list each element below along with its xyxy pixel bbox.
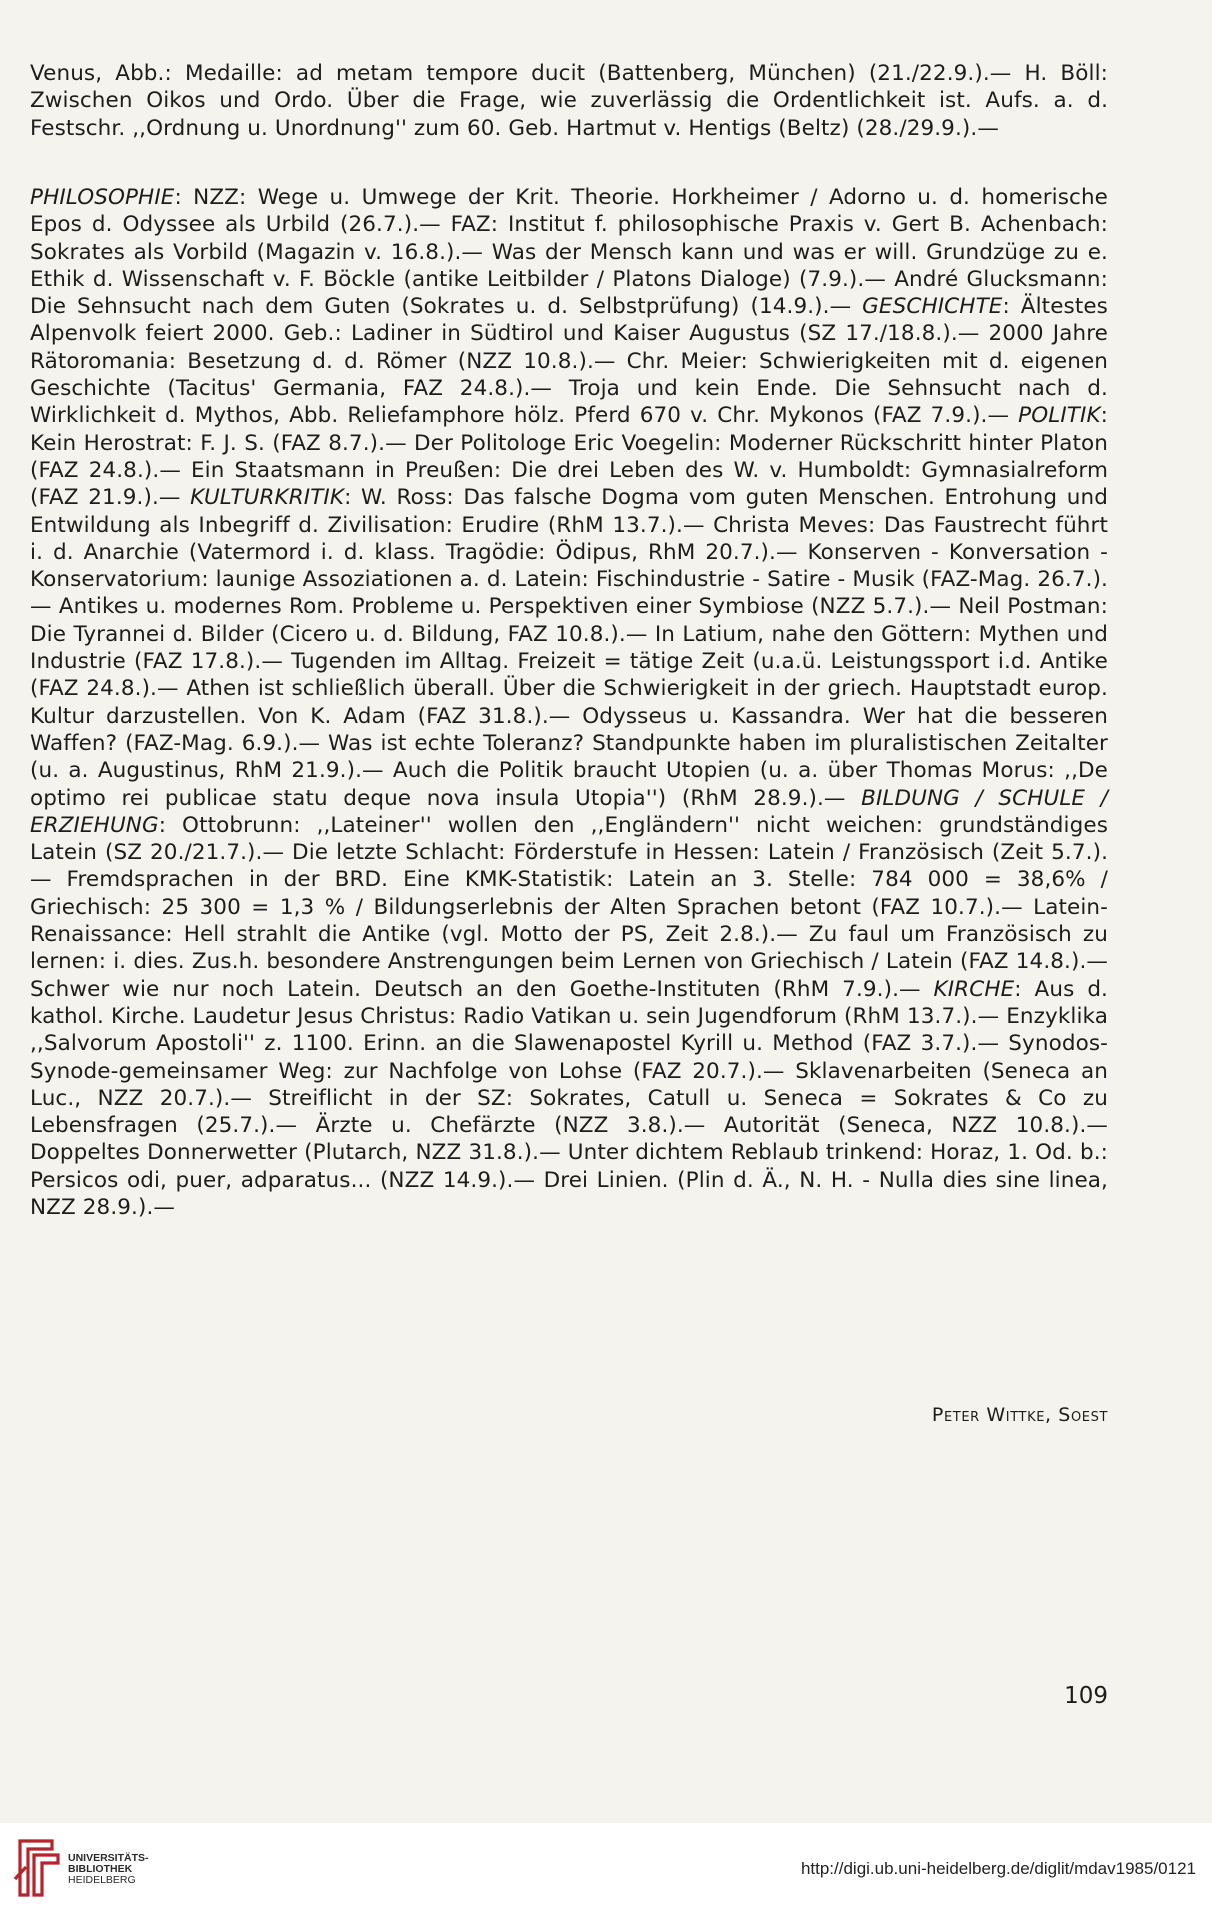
section-text-geschichte: : Ältestes Alpenvolk feiert 2000. Geb.: Ladiner in Südtirol und Kaiser Augustus (SZ 17./18.8.).— 2000 Jahre Rätoromania: Besetzung d. d. Römer (NZZ 10.8.).— Chr. Meier: Schwierigkeiten mit d. eigenen Geschichte (Tacitus' Germania, FAZ 24.8.).— Troja und kein Ende. Die Sehnsucht nach d. Wirklichkeit d. Mythos, Abb. Reliefamphore hölz. Pferd 670 v. Chr. Mykonos (FAZ 7.9.).— xyxy=(30,294,1108,429)
section-heading-bildung: BILDUNG / SCHULE / ERZIEHUNG xyxy=(30,785,1108,838)
paragraph-main xyxy=(30,184,1108,1221)
digitization-footer xyxy=(0,1823,1212,1913)
section-text-bildung: : Ottobrunn: ,,Lateiner'' wollen den ,,Engländern'' nicht weichen: grundständiges Latein (SZ 20./21.7.).— Die letzte Schlacht: Förderstufe in Hessen: Latein / Französisch (Zeit 5.7.).— Fremdsprachen in der BRD. Eine KMK-Statistik: Latein an 3. Stelle: 784 000 = 38,6% / Griechisch: 25 300 = 1,3 % / Bildungserlebnis der Alten Sprachen betont (FAZ 10.7.).— Latein-Renaissance: Hell strahlt die Antike (vgl. Motto der PS, Zeit 2.8.).— Zu faul um Französisch zu lernen: i. dies. Zus.h. besondere Anstrengungen beim Lernen von Griechisch / Latein (FAZ 14.8.).— Schwer wie nur noch Latein. Deutsch an den Goethe-Instituten (RhM 7.9.).— xyxy=(30,812,1108,1002)
section-text-philosophie: : NZZ: Wege u. Umwege der Krit. Theorie. Horkheimer / Adorno u. d. homerische Epos d. Odyssee als Urbild (26.7.).— FAZ: Institut f. philosophische Praxis v. Gert B. Achenbach: Sokrates als Vorbild (Magazin v. 16.8.).— Was der Mensch kann und was er will. Grundzüge zu e. Ethik d. Wissenschaft v. F. Böckle (antike Leitbilder / Platons Dialoge) (7.9.).— André Glucksmann: Die Sehnsucht nach dem Guten (Sokrates u. d. Selbstprüfung) (14.9.).— xyxy=(30,185,1108,320)
section-heading-philosophie: PHILOSOPHIE xyxy=(30,185,175,210)
source-url-link[interactable]: http://digi.ub.uni-heidelberg.de/diglit/mdav1985/0121 xyxy=(800,1859,1196,1878)
section-heading-kulturkritik: KULTURKRITIK xyxy=(190,485,345,511)
library-name xyxy=(68,1853,149,1886)
paragraph-continuation xyxy=(30,60,1108,142)
library-name-line: BIBLIOTHEK xyxy=(68,1863,133,1875)
library-logo-icon xyxy=(12,1835,62,1899)
section-heading-kirche: KIRCHE xyxy=(933,976,1015,1002)
page-number: 109 xyxy=(1064,1683,1108,1709)
section-heading-politik: POLITIK xyxy=(1018,403,1101,429)
paragraph-text: Venus, Abb.: Medaille: ad metam tempore ducit (Battenberg, München) (21./22.9.).— H. Böll: Zwischen Oikos und Ordo. Über die Frage, wie zuverlässig die Ordentlichkeit ist. Aufs. a. d. Festschr. ,,Ordnung u. Unordnung'' zum 60. Geb. Hartmut v. Hentigs (Beltz) (28./29.9.).— xyxy=(30,61,1108,141)
library-name-line: HEIDELBERG xyxy=(68,1874,136,1886)
section-text-politik: : Kein Herostrat: F. J. S. (FAZ 8.7.).— Der Politologe Eric Voegelin: Moderner Rückschritt hinter Platon (FAZ 24.8.).— Ein Staatsmann in Preußen: Die drei Leben des W. v. Humboldt: Gymnasialreform (FAZ 21.9.).— xyxy=(30,403,1108,511)
section-text-kirche: : Aus d. kathol. Kirche. Laudetur Jesus Christus: Radio Vatikan u. sein Jugendforum (RhM 13.7.).— Enzyklika ,,Salvorum Apostoli'' z. 1100. Erinn. an die Slawenapostel Kyrill u. Method (FAZ 3.7.).— Synodos-Synode-gemeinsamer Weg: zur Nachfolge von Lohse (FAZ 20.7.).— Sklavenarbeiten (Seneca an Luc., NZZ 20.7.).— Streiflicht in der SZ: Sokrates, Catull u. Seneca = Sokrates & Co zu Lebensfragen (25.7.).— Ärzte u. Chefärzte (NZZ 3.8.).— Autorität (Seneca, NZZ 10.8.).— Doppeltes Donnerwetter (Plutarch, NZZ 31.8.).— Unter dichtem Reblaub trinkend: Horaz, 1. Od. b.: Persicos odi, puer, adparatus... (NZZ 14.9.).— Drei Linien. (Plin d. Ä., N. H. - Nulla dies sine linea, NZZ 28.9.).— xyxy=(30,976,1108,1220)
section-text-kulturkritik: : W. Ross: Das falsche Dogma vom guten Menschen. Entrohung und Entwildung als Inbegriff d. Zivilisation: Erudire (RhM 13.7.).— Christa Meves: Das Faustrecht führt i. d. Anarchie (Vatermord i. d. klass. Tragödie: Ödipus, RhM 20.7.).— Konserven - Konversation - Konservatorium: launige Assoziationen a. d. Latein: Fischindustrie - Satire - Musik (FAZ-Mag. 26.7.).— Antikes u. modernes Rom. Probleme u. Perspektiven einer Symbiose (NZZ 5.7.).— Neil Postman: Die Tyrannei d. Bilder (Cicero u. d. Bildung, FAZ 10.8.).— In Latium, nahe den Göttern: Mythen und Industrie (FAZ 17.8.).— Tugenden im Alltag. Freizeit = tätige Zeit (u.a.ü. Leistungssport i.d. Antike (FAZ 24.8.).— Athen ist schließlich überall. Über die Schwierigkeit in der griech. Hauptstadt europ. Kultur darzustellen. Von K. Adam (FAZ 31.8.).— Odysseus u. Kassandra. Wer hat die besseren Waffen? (FAZ-Mag. 6.9.).— Was ist echte Toleranz? Standpunkte haben im pluralistischen Zeitalter (u. a. Augustinus, RhM 21.9.).— Auch die Politik braucht Utopien (u. a. über Thomas Morus: ,,De optimo rei publicae statu deque nova insula Utopia'') (RhM 28.9.).— xyxy=(30,485,1108,811)
library-name-line: UNIVERSITÄTS- xyxy=(68,1852,149,1864)
author-signature: Peter Wittke, Soest xyxy=(931,1404,1108,1426)
section-heading-geschichte: GESCHICHTE xyxy=(862,294,1003,320)
paragraph-text xyxy=(30,184,1108,1221)
